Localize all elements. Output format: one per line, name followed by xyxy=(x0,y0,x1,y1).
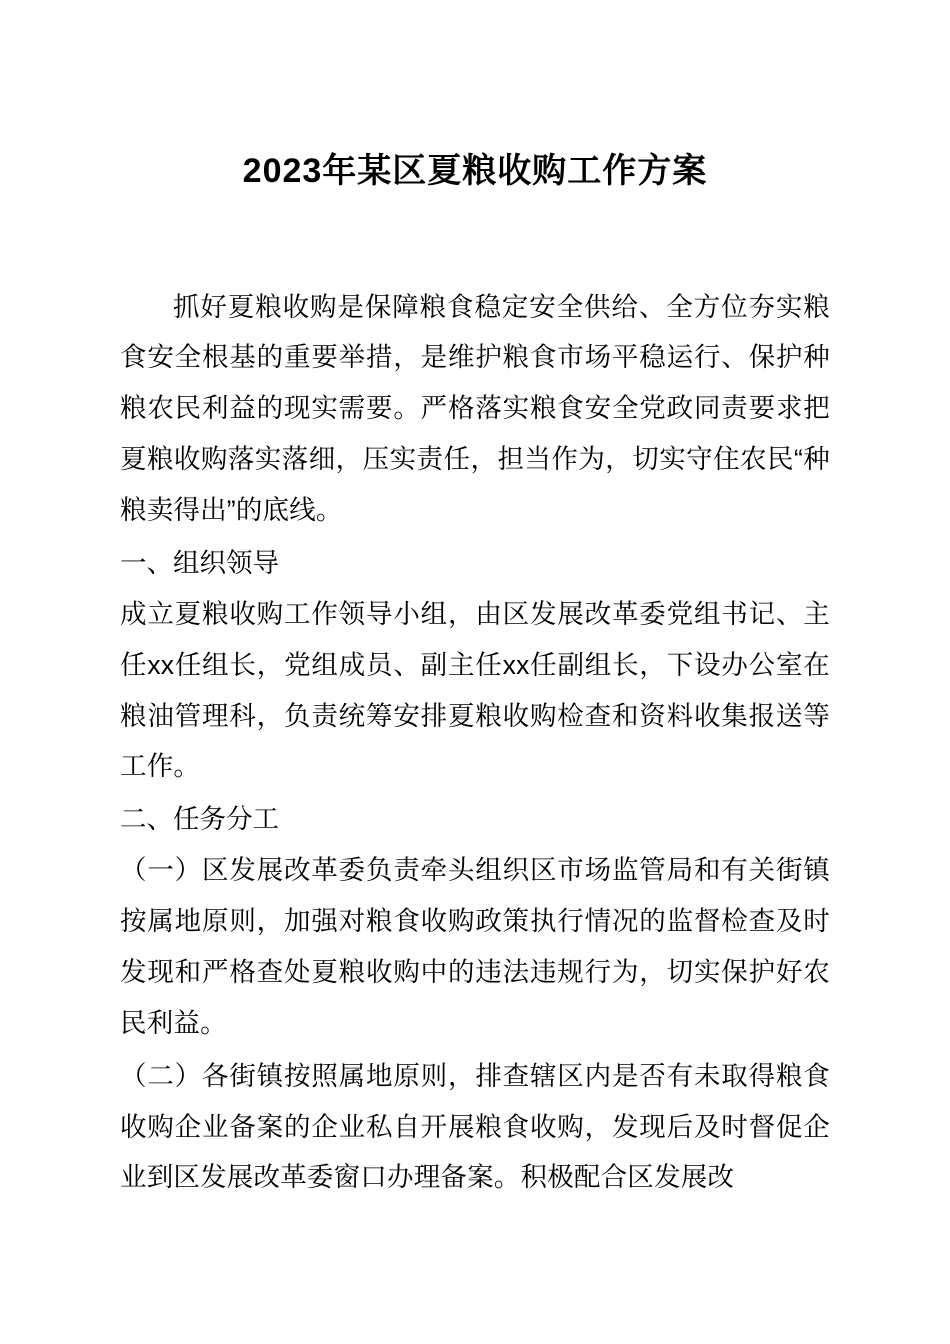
paragraph-item-1: （一）区发展改革委负责牵头组织区市场监管局和有关街镇按属地原则，加强对粮食收购政策执行情况的监督检查及时发现和严格查处夏粮收购中的违法违规行为，切实保护好农民利益。 xyxy=(120,855,830,1038)
document-body xyxy=(120,282,830,1204)
section-heading-1: 一、组织领导 xyxy=(120,547,279,578)
paragraph-section-1-body: 成立夏粮收购工作领导小组，由区发展改革委党组书记、主任xx任组长，党组成员、副主任xx任副组长，下设办公室在粮油管理科，负责统筹安排夏粮收购检查和资料收集报送等工作。 xyxy=(120,598,830,782)
paragraph-item-2: （二）各街镇按照属地原则，排查辖区内是否有未取得粮食收购企业备案的企业私自开展粮食收购，发现后及时督促企业到区发展改革委窗口办理备案。积极配合区发展改 xyxy=(120,1060,830,1193)
paragraph-intro: 抓好夏粮收购是保障粮食稳定安全供给、全方位夯实粮食安全根基的重要举措，是维护粮食市场平稳运行、保护种粮农民利益的现实需要。严格落实粮食安全党政同责要求把夏粮收购落实落细，压实责任，担当作为，切实守住农民“种粮卖得出”的底线。 xyxy=(120,291,830,526)
section-heading-2: 二、任务分工 xyxy=(120,804,279,835)
page-title: 2023年某区夏粮收购工作方案 xyxy=(242,152,708,190)
